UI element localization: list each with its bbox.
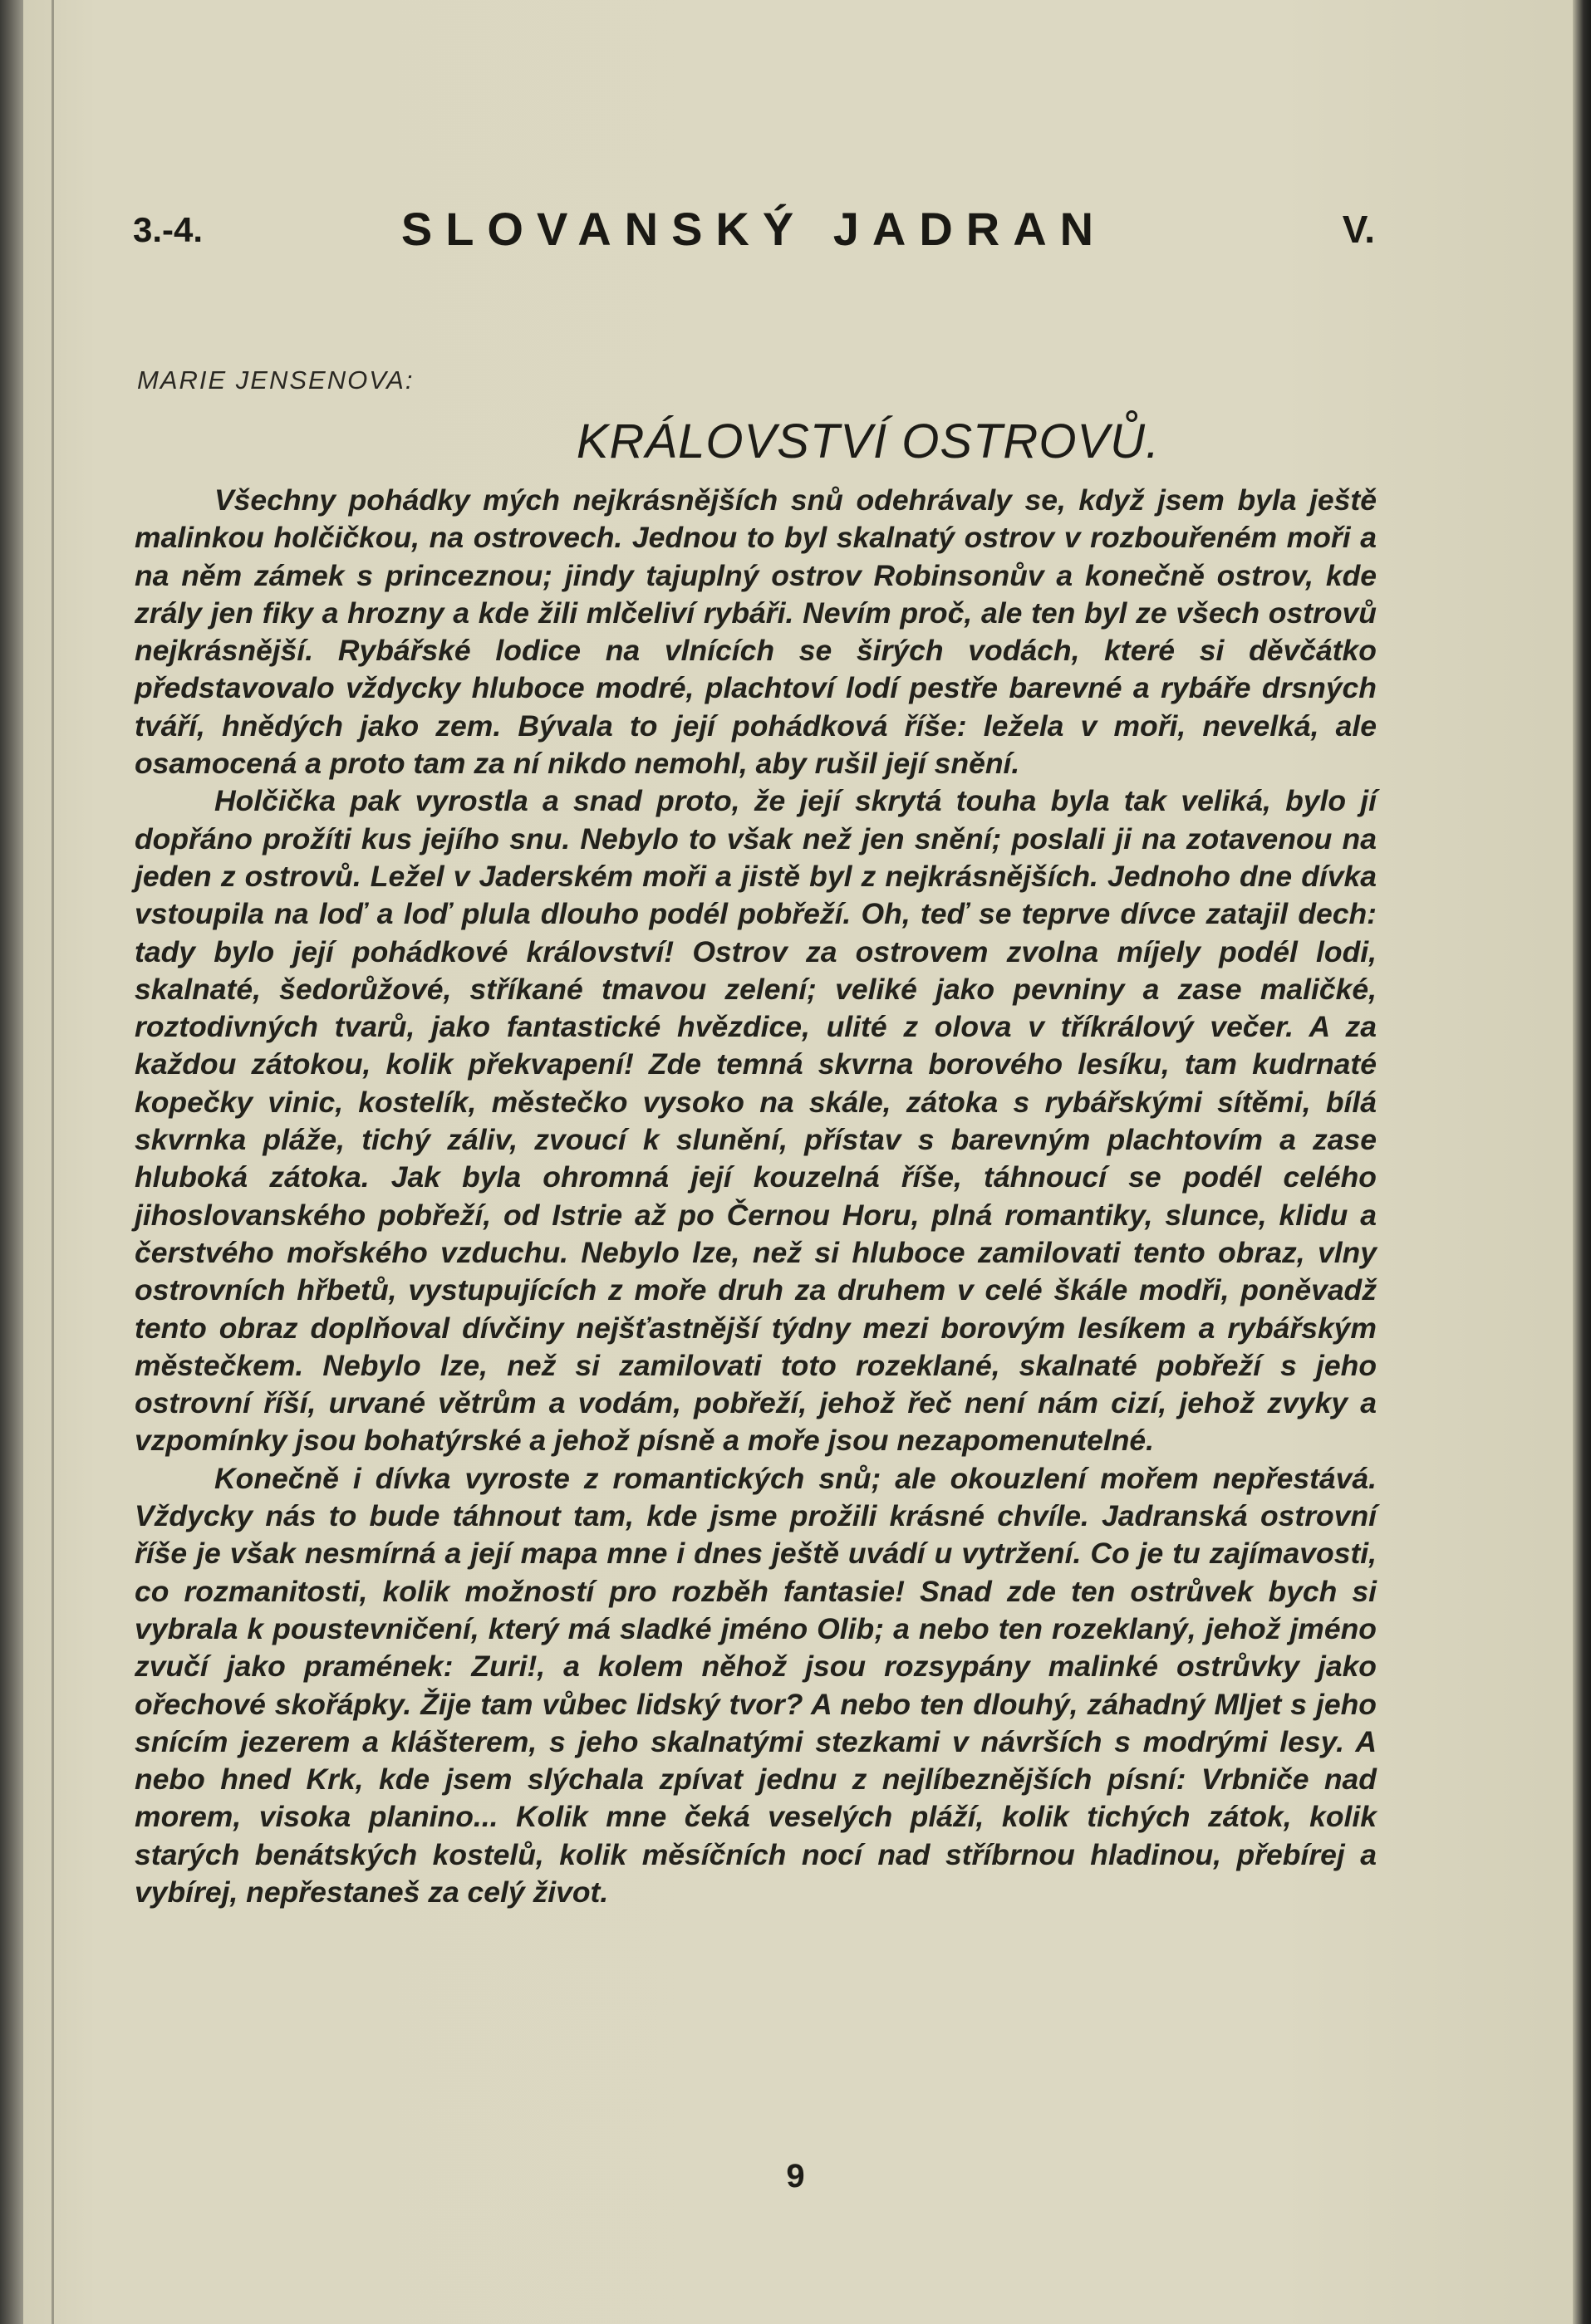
- article-title: KRÁLOVSTVÍ OSTROVŮ.: [576, 414, 1161, 468]
- article-title-wrap: [133, 414, 1379, 469]
- journal-title: SLOVANSKÝ JADRAN: [400, 203, 1107, 255]
- paragraph-2: Holčička pak vyrostla a snad proto, že její skrytá touha byla tak veliká, bylo jí dopřáno prožíti kus jejího snu. Nebylo to však než jen snění; poslali ji na zotavenou na jeden z ostrovů. Ležel v Jaderském moři a jistě byl z nejkrásnějších. Jednoho dne dívka vstoupila na loď a loď plula dlouho podél pobřeží. Oh, teď se teprve dívce zatajil dech: tady bylo její pohádkové království! Ostrov za ostrovem zvolna míjely podél lodi, skalnaté, šedorůžové, stříkané tmavou zelení; veliké jako pevniny a zase maličké, roztodivných tvarů, jako fantastické hvězdice, ulité z olova v tříkrálový večer. A za každou zátokou, kolik překvapení! Zde temná skvrna borového lesíku, tam kudrnaté kopečky vinic, kostelík, městečko vysoko na skále, zátoka s rybářskými sítěmi, bílá skvrnka pláže, tichý záliv, zvoucí k slunění, přístav s barevným plachtovím a zase hluboká zátoka. Jak byla ohromná její kouzelná říše, táhnoucí se podél celého jihoslovanského pobřeží, od Istrie až po Černou Horu, plná romantiky, slunce, klidu a čerstvého mořského vzduchu. Nebylo lze, než si hluboce zamilovati tento obraz, vlny ostrovních hřbetů, vystupujících z moře druh za druhem v celé škále modři, poněvadž tento obraz doplňoval dívčiny nejšťastnější týdny mezi borovým lesíkem a rybářským městečkem. Nebylo lze, než si zamilovati toto rozeklané, skalnaté pobřeží s jeho ostrovní říší, urvané větrům a vodám, pobřeží, jehož řeč není nám cizí, jehož zvyky a vzpomínky jsou bohatýrské a jehož písně a moře jsou nezapomenutelné.: [135, 784, 1377, 1458]
- article-body: [135, 482, 1377, 1911]
- paragraph-3: Konečně i dívka vyroste z romantických snů; ale okouzlení mořem nepřestává. Vždycky nás to bude táhnout tam, kde jsme prožili krásné chvíle. Jadranská ostrovní říše je však nesmírná a její mapa mne i dnes ještě uvádí u vytržení. Co je tu zajímavosti, co rozmanitosti, kolik možností pro rozběh fantasie! Snad zde ten ostrůvek bych si vybrala k poustevničení, který má sladké jméno Olib; a nebo ten rozeklaný, jehož jméno zvučí jako pramének: Zuri!, a kolem něhož jsou rozsypány malinké ostrůvky jako ořechové skořápky. Žije tam vůbec lidský tvor? A nebo ten dlouhý, záhadný Mljet s jeho snícím jezerem a klášterem, s jeho skalnatými stezkami v návrších s modrými lesy. A nebo hned Krk, kde jsem slýchala zpívat jednu z nejlíbeznějších písní: Vrbniče nad morem, visoka planino... Kolik mne čeká veselých pláží, kolik tichých zátok, kolik starých benátských kostelů, kolik měsíčních nocí nad stříbrnou hladinou, přebírej a vybírej, nepřestaneš za celý život.: [135, 1461, 1377, 1909]
- issue-number: 3.-4.: [133, 210, 204, 249]
- volume-number: V.: [1342, 208, 1375, 251]
- right-shadow-edge: [1573, 0, 1591, 2324]
- paragraph-1: Všechny pohádky mých nejkrásnějších snů odehrávaly se, když jsem byla ještě malinkou holčičkou, na ostrovech. Jednou to byl skalnatý ostrov v rozbouřeném moři a na něm zámek s princeznou; jindy tajuplný ostrov Robinsonův a konečně ostrov, kde zrály jen fiky a hrozny a kde žili mlčeliví rybáři. Nevím proč, ale ten byl ze všech ostrovů nejkrásnější. Rybářské lodice na vlnících se širých vodách, které si děvčátko představovalo vždycky hluboce modré, plachtoví lodí pestře barevné a rybáře drsných tváří, hnědých jako zem. Bývala to její pohádková říše: ležela v moři, nevelká, ale osamocená a proto tam za ní nikdo nemohl, aby rušil její snění.: [135, 483, 1377, 781]
- fold-line: [52, 0, 54, 2324]
- page-number: 9: [786, 2158, 805, 2194]
- running-header: [133, 195, 1375, 262]
- binding-edge: [0, 0, 23, 2324]
- article-author: MARIE JENSENOVA:: [137, 365, 415, 395]
